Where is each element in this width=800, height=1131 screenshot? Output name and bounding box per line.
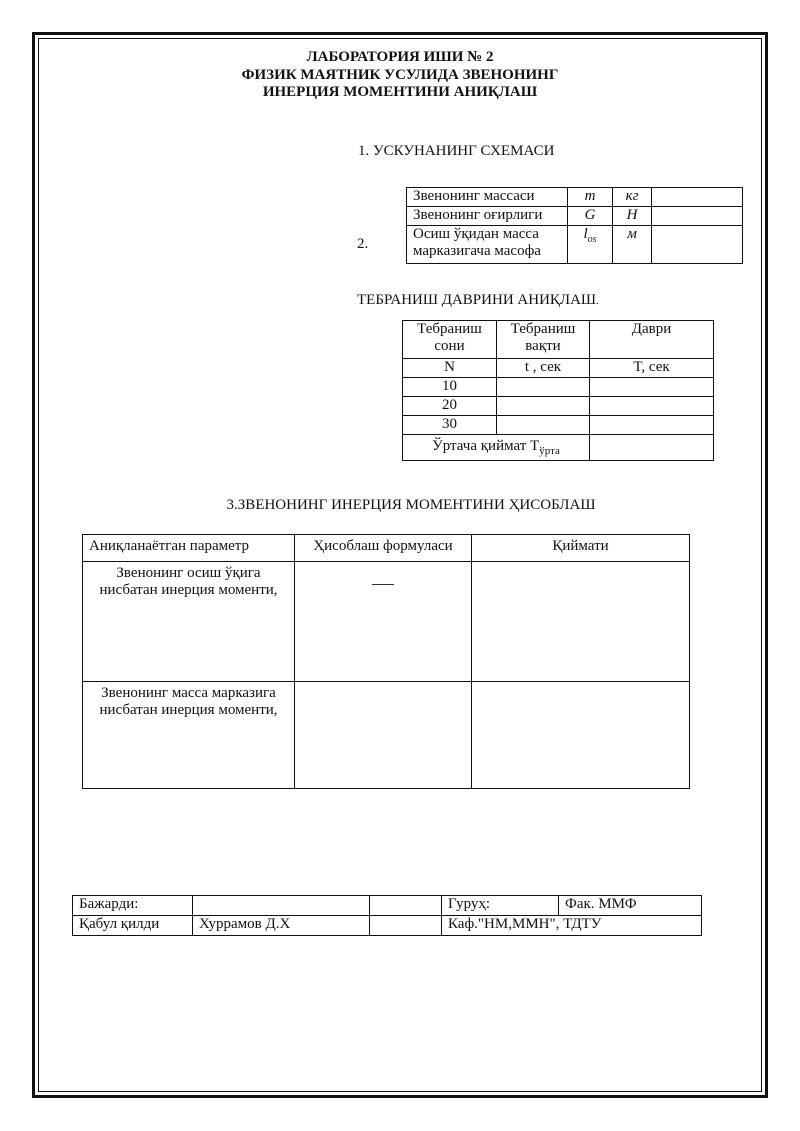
param-line-1: Звенонинг масса марказига — [101, 685, 276, 701]
header-period: Даври — [590, 321, 714, 359]
table-average-row — [403, 435, 714, 461]
accepted-by-label: Қабул қилди — [73, 916, 193, 936]
header-line: Тебраниш — [417, 321, 482, 337]
value-cell — [472, 682, 690, 789]
table-row — [83, 682, 690, 789]
symbol-subscript: os — [587, 234, 597, 245]
param-value — [652, 207, 743, 226]
section-1-title: 1. УСКУНАНИНГ СХЕМАСИ — [358, 143, 555, 159]
cell-T — [590, 378, 714, 397]
cell-n: 20 — [403, 397, 497, 416]
accepted-by-name: Хуррамов Д.Х — [193, 916, 370, 936]
unit-t: t , сек — [497, 359, 590, 378]
performed-by-label: Бажарди: — [73, 896, 193, 916]
param-name — [407, 226, 568, 264]
period-title-text: ТЕБРАНИШ ДАВРИНИ АНИҚЛАШ — [357, 292, 597, 308]
param-symbol: m — [568, 188, 613, 207]
document-title — [0, 49, 800, 102]
performed-by-name — [193, 896, 370, 916]
inertia-table — [82, 534, 690, 789]
formula-cell — [295, 682, 472, 789]
param-unit: м — [613, 226, 652, 264]
performed-by-sign — [370, 896, 442, 916]
accepted-by-sign — [370, 916, 442, 936]
param-symbol: G — [568, 207, 613, 226]
average-label — [403, 435, 590, 461]
param-name-line-2: марказигача масофа — [413, 243, 541, 259]
table-row — [73, 916, 702, 936]
param-line-1: Звенонинг осиш ўқига — [116, 565, 261, 581]
header-parameter: Аниқланаётган параметр — [83, 535, 295, 562]
param-value — [652, 188, 743, 207]
cell-t — [497, 378, 590, 397]
param-cell — [83, 682, 295, 789]
param-name: Звенонинг оғирлиги — [407, 207, 568, 226]
param-unit: Н — [613, 207, 652, 226]
unit-n: N — [403, 359, 497, 378]
param-line-2: нисбатан инерция моменти, — [99, 702, 278, 718]
average-label-text: Ўртача қиймат T — [432, 438, 540, 454]
header-line: Тебраниш — [510, 321, 576, 337]
symbol-base: l — [583, 226, 588, 242]
cell-n: 10 — [403, 378, 497, 397]
title-line-1: ЛАБОРАТОРИЯ ИШИ № 2 — [306, 49, 494, 65]
group-label: Гуруҳ: — [442, 896, 559, 916]
table-row — [403, 378, 714, 397]
formula-cell — [295, 562, 472, 682]
table-row — [407, 188, 743, 207]
section-2-number: 2. — [357, 236, 369, 252]
parameters-table — [406, 187, 743, 264]
table-units-row — [403, 359, 714, 378]
param-cell — [83, 562, 295, 682]
fraction-bar-icon — [372, 584, 394, 585]
table-header-row — [403, 321, 714, 359]
header-value: Қиймати — [472, 535, 690, 562]
table-row — [407, 226, 743, 264]
table-header-row — [83, 535, 690, 562]
department-label: Каф."НМ,ММН", ТДТУ — [442, 916, 702, 936]
param-name: Звенонинг массаси — [407, 188, 568, 207]
unit-T: T, сек — [590, 359, 714, 378]
cell-t — [497, 416, 590, 435]
title-line-2: ФИЗИК МАЯТНИК УСУЛИДА ЗВЕНОНИНГ — [241, 66, 559, 83]
table-row — [407, 207, 743, 226]
param-line-2: нисбатан инерция моменти, — [99, 582, 278, 598]
average-subscript: ўрта — [539, 445, 560, 457]
table-row — [73, 896, 702, 916]
param-unit: кг — [613, 188, 652, 207]
header-oscillation-count — [403, 321, 497, 359]
period-title-dot: . — [596, 295, 599, 307]
param-value — [652, 226, 743, 264]
header-line: вақти — [525, 338, 561, 354]
signature-table — [72, 895, 702, 936]
table-row — [403, 416, 714, 435]
section-3-title: 3.ЗВЕНОНИНГ ИНЕРЦИЯ МОМЕНТИНИ ҲИСОБЛАШ — [226, 497, 596, 513]
cell-t — [497, 397, 590, 416]
header-line: сони — [434, 338, 465, 354]
average-value — [590, 435, 714, 461]
param-name-line-1: Осиш ўқидан масса — [413, 226, 539, 242]
table-row — [403, 397, 714, 416]
header-formula: Ҳисоблаш формуласи — [295, 535, 472, 562]
cell-n: 30 — [403, 416, 497, 435]
param-symbol — [568, 226, 613, 264]
value-cell — [472, 562, 690, 682]
period-table — [402, 320, 714, 461]
cell-T — [590, 416, 714, 435]
cell-T — [590, 397, 714, 416]
title-line-3: ИНЕРЦИЯ МОМЕНТИНИ АНИҚЛАШ — [262, 84, 538, 100]
table-row — [83, 562, 690, 682]
header-oscillation-time — [497, 321, 590, 359]
faculty-label: Фак. ММФ — [559, 896, 702, 916]
period-section-title — [357, 292, 599, 309]
